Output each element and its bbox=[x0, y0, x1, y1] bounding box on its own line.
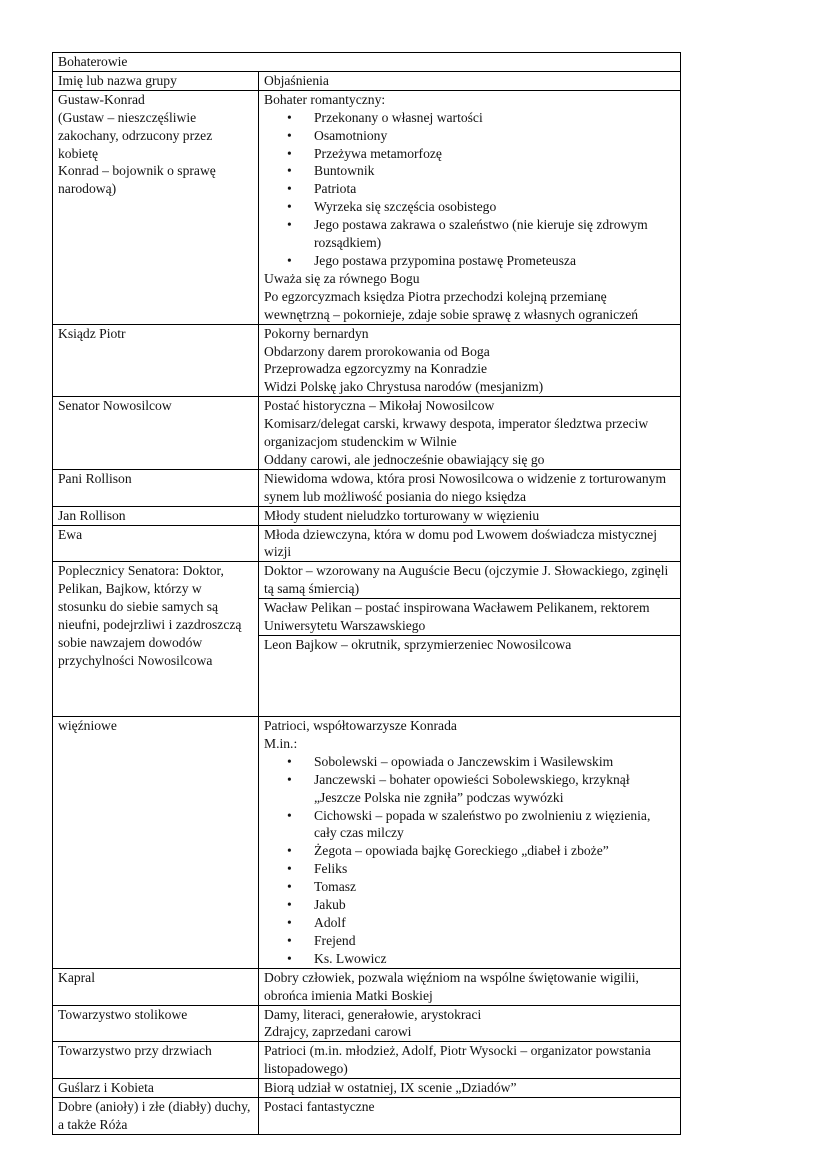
explanation-line: Obdarzony darem prorokowania od Boga bbox=[264, 343, 490, 359]
row-explanation: Leon Bajkow – okrutnik, sprzymierzeniec Nowosilcowa bbox=[259, 636, 681, 717]
explanation-line: Uważa się za równego Bogu bbox=[264, 270, 420, 286]
explanation-line: Komisarz/delegat carski, krwawy despota, imperator śledztwa przeciw organizacjom studenckim w Wilnie bbox=[264, 416, 649, 450]
row-explanation: Młoda dziewczyna, która w domu pod Lwowem doświadcza mistycznej wizji bbox=[259, 525, 681, 562]
table-row bbox=[53, 90, 681, 324]
row-explanation: Wacław Pelikan – postać inspirowana Wacławem Pelikanem, rektorem Uniwersytetu Warszawskiego bbox=[259, 599, 681, 636]
table-row bbox=[53, 1079, 681, 1098]
row-name: Jan Rollison bbox=[53, 506, 259, 525]
list-item: • Ks. Lwowicz bbox=[264, 950, 675, 968]
row-name: Towarzystwo przy drzwiach bbox=[53, 1042, 259, 1079]
explanation-intro: M.in.: bbox=[264, 735, 298, 751]
table-row bbox=[53, 324, 681, 397]
list-item: • Przekonany o własnej wartości bbox=[264, 109, 675, 127]
table-title: Bohaterowie bbox=[53, 53, 681, 72]
list-item: • Jego postawa przypomina postawę Prometeusza bbox=[264, 252, 675, 270]
explanation-intro: Bohater romantyczny: bbox=[264, 91, 386, 107]
row-name: Poplecznicy Senatora: Doktor, Pelikan, Bajkow, którzy w stosunku do siebie samych są nieufni, podejrzliwi i zazdroszczą sobie nawzajem dowodów przychylności Nowosilcowa bbox=[53, 562, 259, 717]
bullet-list bbox=[264, 753, 675, 968]
row-name: Guślarz i Kobieta bbox=[53, 1079, 259, 1098]
explanation-line: Zdrajcy, zaprzedani carowi bbox=[264, 1024, 412, 1040]
table-header-row bbox=[53, 71, 681, 90]
explanation-line: Postać historyczna – Mikołaj Nowosilcow bbox=[264, 398, 495, 414]
list-item: • Feliks bbox=[264, 860, 675, 878]
header-explanation: Objaśnienia bbox=[259, 71, 681, 90]
row-name: Senator Nowosilcow bbox=[53, 397, 259, 470]
table-row bbox=[53, 1042, 681, 1079]
characters-table bbox=[52, 52, 681, 1135]
table-row bbox=[53, 968, 681, 1005]
row-name: więźniowe bbox=[53, 717, 259, 969]
row-explanation bbox=[259, 90, 681, 324]
list-item: • Przeżywa metamorfozę bbox=[264, 145, 675, 163]
list-item: • Cichowski – popada w szaleństwo po zwolnieniu z więzienia, cały czas milczy bbox=[264, 807, 675, 843]
list-item: • Jego postawa zakrawa o szaleństwo (nie kieruje się zdrowym rozsądkiem) bbox=[264, 216, 675, 252]
table-row bbox=[53, 562, 681, 599]
explanation-intro: Patrioci, współtowarzysze Konrada bbox=[264, 718, 457, 733]
table-row bbox=[53, 1098, 681, 1135]
explanation-line: Oddany carowi, ale jednocześnie obawiający się go bbox=[264, 451, 545, 467]
explanation-line: Pokorny bernardyn bbox=[264, 325, 369, 341]
list-item: • Frejend bbox=[264, 932, 675, 950]
row-name: Ksiądz Piotr bbox=[53, 324, 259, 397]
name-line: (Gustaw – nieszczęśliwie zakochany, odrzucony przez kobietę bbox=[58, 109, 213, 161]
row-explanation: Doktor – wzorowany na Auguście Becu (ojczymie J. Słowackiego, zginęli tą samą śmiercią) bbox=[259, 562, 681, 599]
list-item: • Jakub bbox=[264, 896, 675, 914]
list-item: • Osamotniony bbox=[264, 127, 675, 145]
list-item: • Żegota – opowiada bajkę Goreckiego „diabeł i zboże” bbox=[264, 842, 675, 860]
row-explanation: Młody student nieludzko torturowany w więzieniu bbox=[259, 506, 681, 525]
row-name: Towarzystwo stolikowe bbox=[53, 1005, 259, 1042]
document-page bbox=[52, 52, 680, 1135]
row-name bbox=[53, 90, 259, 324]
row-explanation: Biorą udział w ostatniej, IX scenie „Dziadów” bbox=[259, 1079, 681, 1098]
table-row bbox=[53, 525, 681, 562]
header-name: Imię lub nazwa grupy bbox=[53, 71, 259, 90]
list-item: • Buntownik bbox=[264, 162, 675, 180]
row-name: Ewa bbox=[53, 525, 259, 562]
explanation-line: Damy, literaci, generałowie, arystokraci bbox=[264, 1006, 482, 1022]
row-explanation bbox=[259, 1005, 681, 1042]
row-name: Dobre (anioły) i złe (diabły) duchy, a także Róża bbox=[53, 1098, 259, 1135]
list-item: • Adolf bbox=[264, 914, 675, 932]
table-row bbox=[53, 506, 681, 525]
row-name: Kapral bbox=[53, 968, 259, 1005]
row-explanation bbox=[259, 397, 681, 470]
row-explanation: Dobry człowiek, pozwala więźniom na wspólne świętowanie wigilii, obrońca imienia Matki Boskiej bbox=[259, 968, 681, 1005]
explanation-line: Przeprowadza egzorcyzmy na Konradzie bbox=[264, 361, 488, 377]
row-name: Pani Rollison bbox=[53, 469, 259, 506]
explanation-line: Po egzorcyzmach księdza Piotra przechodzi kolejną przemianę wewnętrzną – pokornieje, zdaje sobie sprawę z własnych ograniczeń bbox=[264, 288, 639, 322]
table-row bbox=[53, 1005, 681, 1042]
row-explanation bbox=[259, 717, 681, 969]
list-item: • Wyrzeka się szczęścia osobistego bbox=[264, 198, 675, 216]
name-line: Konrad – bojownik o sprawę narodową) bbox=[58, 163, 216, 197]
row-explanation bbox=[259, 324, 681, 397]
table-row bbox=[53, 469, 681, 506]
list-item: • Janczewski – bohater opowieści Sobolewskiego, krzyknął „Jeszcze Polska nie zgniła” podczas wywózki bbox=[264, 771, 675, 807]
table-title-row bbox=[53, 53, 681, 72]
table-row bbox=[53, 717, 681, 969]
list-item: • Sobolewski – opowiada o Janczewskim i Wasilewskim bbox=[264, 753, 675, 771]
name-line: Gustaw-Konrad bbox=[58, 91, 145, 107]
list-item: • Patriota bbox=[264, 180, 675, 198]
row-explanation: Postaci fantastyczne bbox=[259, 1098, 681, 1135]
row-explanation: Patrioci (m.in. młodzież, Adolf, Piotr Wysocki – organizator powstania listopadowego) bbox=[259, 1042, 681, 1079]
table-row bbox=[53, 397, 681, 470]
bullet-list bbox=[264, 109, 675, 270]
list-item: • Tomasz bbox=[264, 878, 675, 896]
explanation-line: Widzi Polskę jako Chrystusa narodów (mesjanizm) bbox=[264, 379, 544, 395]
row-explanation: Niewidoma wdowa, która prosi Nowosilcowa o widzenie z torturowanym synem lub możliwość posiania do niego księdza bbox=[259, 469, 681, 506]
